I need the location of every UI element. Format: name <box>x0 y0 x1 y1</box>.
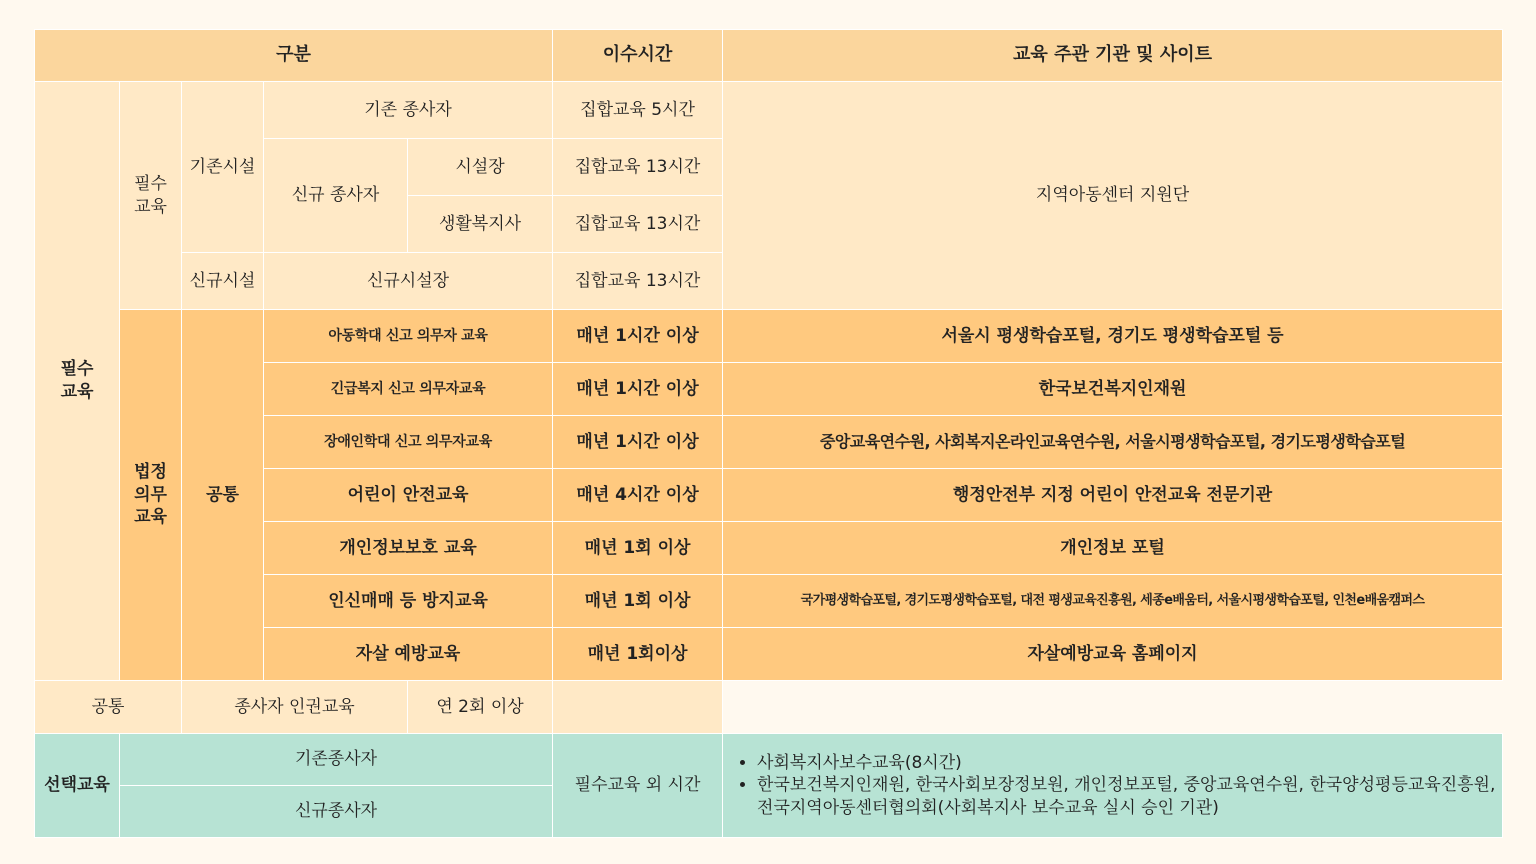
course-cell: 인신매매 등 방지교육 <box>264 575 553 628</box>
table-row <box>35 310 1503 363</box>
elective-label: 선택교육 <box>35 734 120 838</box>
header-category: 구분 <box>35 30 553 82</box>
new-worker-label: 신규 종사자 <box>264 139 408 253</box>
hours-cell: 매년 1회이상 <box>553 628 723 681</box>
header-organization: 교육 주관 기관 및 사이트 <box>723 30 1503 82</box>
education-table <box>34 29 1503 838</box>
regional-support-org: 지역아동센터 지원단 <box>723 82 1503 310</box>
existing-facility-label: 기존시설 <box>182 82 264 253</box>
course-cell: 장애인학대 신고 의무자교육 <box>264 416 553 469</box>
table-row <box>35 681 1503 734</box>
list-item: • 사회복지사보수교육(8시간) <box>757 752 1498 774</box>
org-cell: 국가평생학습포털, 경기도평생학습포털, 대전 평생교육진흥원, 세종e배움터, 서울시평생학습포털, 인천e배움캠퍼스 <box>723 575 1503 628</box>
common-row-label: 공통 <box>35 681 182 734</box>
hours-cell: 매년 4시간 이상 <box>553 469 723 522</box>
required-sub-label: 필수 교육 <box>120 82 182 310</box>
course-cell: 개인정보보호 교육 <box>264 522 553 575</box>
new-facility-director-label: 신규시설장 <box>264 253 553 310</box>
org-cell: 자살예방교육 홈페이지 <box>723 628 1503 681</box>
hours-cell: 매년 1시간 이상 <box>553 310 723 363</box>
hours-cell: 연 2회 이상 <box>408 681 553 734</box>
elective-existing-label: 기존종사자 <box>120 734 553 786</box>
mandatory-group-label: 필수 교육 <box>35 82 120 681</box>
header-row <box>35 30 1503 82</box>
org-cell: 서울시 평생학습포털, 경기도 평생학습포털 등 <box>723 310 1503 363</box>
elective-new-label: 신규종사자 <box>120 786 553 838</box>
social-worker-label: 생활복지사 <box>408 196 553 253</box>
header-hours: 이수시간 <box>553 30 723 82</box>
existing-worker-label: 기존 종사자 <box>264 82 553 139</box>
hours-cell: 집합교육 13시간 <box>553 196 723 253</box>
new-facility-label: 신규시설 <box>182 253 264 310</box>
elective-org-list <box>723 734 1503 838</box>
elective-hours: 필수교육 외 시간 <box>553 734 723 838</box>
director-label: 시설장 <box>408 139 553 196</box>
org-cell <box>553 681 723 734</box>
list-item: • 한국보건복지인재원, 한국사회보장정보원, 개인정보포털, 중앙교육연수원, 한국양성평등교육진흥원, 전국지역아동센터협의회(사회복지사 보수교육 실시 승인 기관) <box>757 774 1498 818</box>
common-label: 공통 <box>182 310 264 681</box>
course-cell: 아동학대 신고 의무자 교육 <box>264 310 553 363</box>
hours-cell: 집합교육 5시간 <box>553 82 723 139</box>
course-cell: 종사자 인권교육 <box>182 681 408 734</box>
hours-cell: 매년 1회 이상 <box>553 575 723 628</box>
org-cell: 중앙교육연수원, 사회복지온라인교육연수원, 서울시평생학습포털, 경기도평생학습포털 <box>723 416 1503 469</box>
legal-sub-label: 법정 의무 교육 <box>120 310 182 681</box>
hours-cell: 매년 1회 이상 <box>553 522 723 575</box>
hours-cell: 매년 1시간 이상 <box>553 363 723 416</box>
course-cell: 어린이 안전교육 <box>264 469 553 522</box>
hours-cell: 집합교육 13시간 <box>553 139 723 196</box>
org-cell: 개인정보 포털 <box>723 522 1503 575</box>
hours-cell: 집합교육 13시간 <box>553 253 723 310</box>
org-cell: 한국보건복지인재원 <box>723 363 1503 416</box>
table-row <box>35 734 1503 786</box>
org-cell: 행정안전부 지정 어린이 안전교육 전문기관 <box>723 469 1503 522</box>
table-row <box>35 82 1503 139</box>
course-cell: 긴급복지 신고 의무자교육 <box>264 363 553 416</box>
hours-cell: 매년 1시간 이상 <box>553 416 723 469</box>
course-cell: 자살 예방교육 <box>264 628 553 681</box>
